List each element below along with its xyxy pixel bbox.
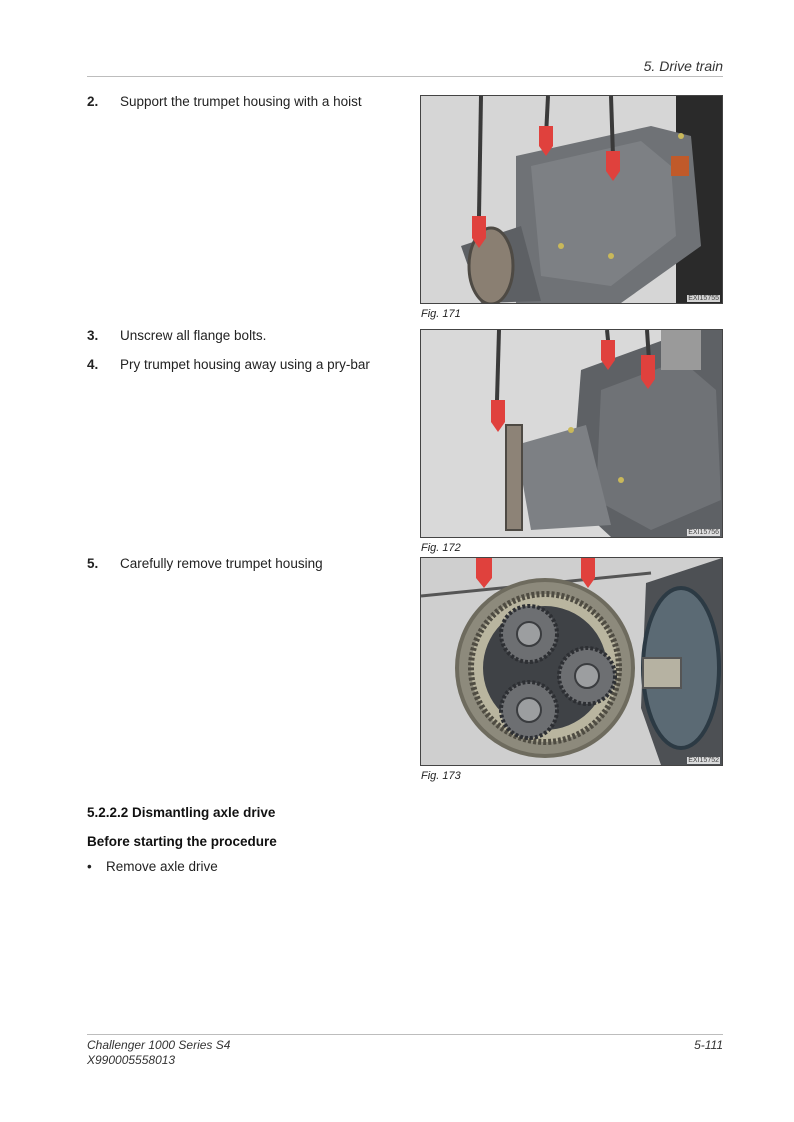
step-number: 3. [87, 328, 99, 343]
figure-caption: Fig. 171 [421, 308, 461, 320]
step-5 [87, 556, 323, 571]
footer-title: Challenger 1000 Series S4 [87, 1038, 231, 1052]
figure-171-photo [420, 95, 723, 304]
planetary-gear-illustration [421, 558, 722, 765]
chapter-title: 5. Drive train [643, 58, 723, 74]
step-number: 5. [87, 556, 99, 571]
trumpet-housing-hoist-illustration [421, 96, 722, 303]
subsection-heading: Before starting the procedure [87, 834, 277, 849]
trumpet-housing-pry-illustration [421, 330, 722, 537]
header-rule [87, 76, 723, 77]
figure-caption: Fig. 172 [421, 542, 461, 554]
figure-code: EXI15755 [688, 295, 719, 302]
section-heading: 5.2.2.2 Dismantling axle drive [87, 805, 276, 820]
step-number: 4. [87, 357, 99, 372]
step-text: Support the trumpet housing with a hoist [120, 94, 362, 109]
footer-rule [87, 1034, 723, 1035]
step-text: Carefully remove trumpet housing [120, 556, 323, 571]
step-text: Pry trumpet housing away using a pry-bar [120, 357, 370, 372]
bullet-icon: • [87, 859, 92, 874]
figure-172-photo [420, 329, 723, 538]
figure-code: EXI15756 [688, 529, 719, 536]
step-text: Unscrew all flange bolts. [120, 328, 267, 343]
figure-caption: Fig. 173 [421, 770, 461, 782]
bullet-text: Remove axle drive [106, 859, 218, 874]
footer-info [87, 1038, 230, 1068]
step-3 [87, 328, 266, 343]
step-4 [87, 357, 370, 372]
page-number: 5-111 [694, 1038, 723, 1052]
step-2 [87, 94, 362, 109]
bullet-item [87, 859, 218, 874]
step-number: 2. [87, 94, 99, 109]
footer-doc-number: X990005558013 [87, 1053, 176, 1067]
figure-173-photo [420, 557, 723, 766]
figure-code: EXI15752 [688, 757, 719, 764]
